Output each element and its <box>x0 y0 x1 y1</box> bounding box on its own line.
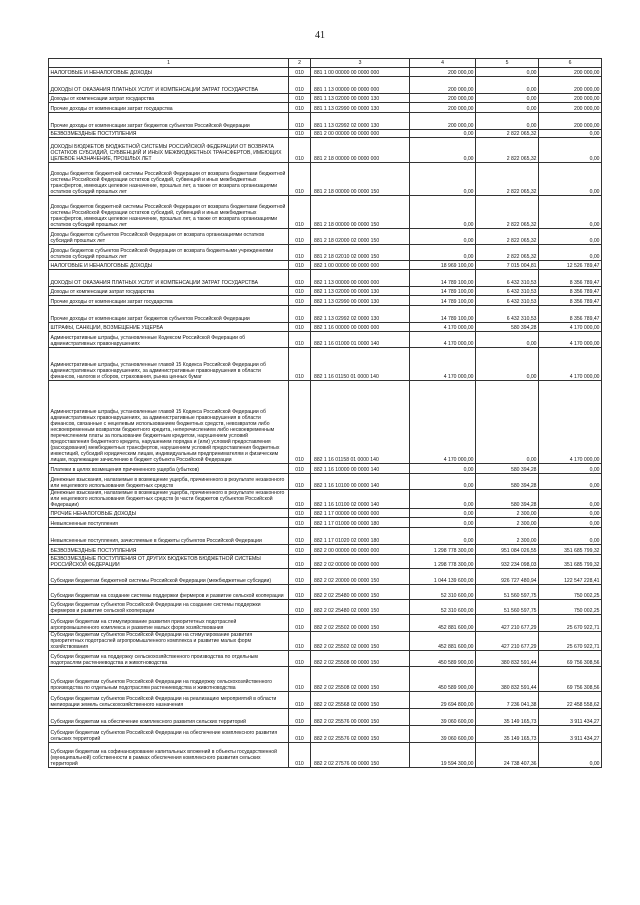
cell-c6: 200 000,00 <box>539 94 602 103</box>
cell-c4: 450 589 900,00 <box>410 667 476 692</box>
cell-c4: 4 170 000,00 <box>410 381 476 464</box>
table-row <box>49 464 602 474</box>
table-row <box>49 709 602 726</box>
cell-kbk: 882 1 13 02992 02 0000 130 <box>311 306 410 323</box>
cell-kbk: 882 2 02 25568 02 0000 150 <box>311 692 410 709</box>
cell-code: 010 <box>289 261 311 270</box>
cell-kbk: 881 1 13 00000 00 0000 000 <box>311 77 410 94</box>
cell-name: Субсидии бюджетам субъектов Российской Федерации на обеспечение комплексного развития сельских территорий <box>49 726 289 743</box>
cell-c5: 2 822 065,32 <box>476 196 539 229</box>
table-row <box>49 229 602 245</box>
cell-code: 010 <box>289 332 311 348</box>
cell-kbk: 882 2 02 25576 02 0000 150 <box>311 726 410 743</box>
cell-c4: 0,00 <box>410 518 476 528</box>
cell-code: 010 <box>289 600 311 615</box>
cell-c5: 427 210 677,29 <box>476 615 539 632</box>
cell-c5: 24 738 407,36 <box>476 743 539 768</box>
cell-name: Административные штрафы, установленные главой 15 Кодекса Российской Федерации об административных правонарушениях, за административные правонарушения в области финансов, налогов и сборов, страхования, рынка ценных бумаг <box>49 348 289 381</box>
header-cell: 5 <box>476 59 539 68</box>
cell-kbk: 881 2 00 00000 00 0000 000 <box>311 130 410 138</box>
cell-kbk: 882 2 02 25508 00 0000 150 <box>311 651 410 667</box>
cell-c4: 0,00 <box>410 464 476 474</box>
cell-name: Денежные взыскания, налагаемые в возмещение ущерба, причиненного в результате незаконного или нецелевого использования бюджетных средств <box>49 474 289 490</box>
cell-c4: 4 170 000,00 <box>410 323 476 332</box>
cell-c6: 8 356 789,47 <box>539 270 602 287</box>
cell-c5: 580 394,28 <box>476 474 539 490</box>
cell-c4: 200 000,00 <box>410 68 476 77</box>
cell-code: 010 <box>289 726 311 743</box>
cell-c6: 8 356 789,47 <box>539 287 602 296</box>
cell-c5: 580 394,28 <box>476 323 539 332</box>
cell-c6: 200 000,00 <box>539 68 602 77</box>
table-row <box>49 518 602 528</box>
cell-code: 010 <box>289 490 311 509</box>
table-row <box>49 103 602 113</box>
table-row <box>49 261 602 270</box>
cell-code: 010 <box>289 518 311 528</box>
table-row <box>49 585 602 600</box>
cell-c4: 200 000,00 <box>410 103 476 113</box>
cell-c5: 951 084 026,55 <box>476 545 539 555</box>
cell-name: Административные штрафы, установленные Кодексом Российской Федерации об административных правонарушениях <box>49 332 289 348</box>
cell-code: 010 <box>289 381 311 464</box>
cell-name: Субсидии бюджетам субъектов Российской Федерации на поддержку сельскохозяйственного производства по отдельным подотраслям растениеводства и животноводства <box>49 667 289 692</box>
cell-name: Доходы бюджетов бюджетной системы Российской Федерации от возврата бюджетами бюджетной системы Российской Федерации остатков субсидий, субвенций и иных межбюджетных трансфертов, имеющих целевое назначение, прошлых лет, а также от возврата организациями остатков субсидий прошлых лет <box>49 163 289 196</box>
cell-c4: 0,00 <box>410 196 476 229</box>
table-row <box>49 323 602 332</box>
cell-name: Субсидии бюджетам на поддержку сельскохозяйственного производства по отдельным подотраслям растениеводства и животноводства <box>49 651 289 667</box>
cell-c4: 0,00 <box>410 229 476 245</box>
cell-c4: 0,00 <box>410 490 476 509</box>
cell-c6: 351 685 799,32 <box>539 555 602 569</box>
cell-c6: 4 170 000,00 <box>539 381 602 464</box>
cell-name: Субсидии бюджетам на создание системы поддержки фермеров и развитие сельской кооперации <box>49 585 289 600</box>
cell-code: 010 <box>289 138 311 163</box>
cell-name: БЕЗВОЗМЕЗДНЫЕ ПОСТУПЛЕНИЯ <box>49 545 289 555</box>
cell-name: НАЛОГОВЫЕ И НЕНАЛОГОВЫЕ ДОХОДЫ <box>49 68 289 77</box>
cell-c4: 200 000,00 <box>410 113 476 130</box>
cell-c6: 200 000,00 <box>539 113 602 130</box>
table-row <box>49 306 602 323</box>
table-row <box>49 667 602 692</box>
cell-c5: 0,00 <box>476 94 539 103</box>
cell-kbk: 882 1 16 10100 00 0000 140 <box>311 474 410 490</box>
cell-c4: 1 298 778 300,00 <box>410 555 476 569</box>
table-row <box>49 113 602 130</box>
cell-c6: 0,00 <box>539 196 602 229</box>
cell-c4: 0,00 <box>410 130 476 138</box>
cell-c5: 0,00 <box>476 332 539 348</box>
cell-c4: 200 000,00 <box>410 77 476 94</box>
cell-c6: 25 670 922,71 <box>539 615 602 632</box>
table-row <box>49 528 602 545</box>
header-cell: 4 <box>410 59 476 68</box>
cell-kbk: 882 1 13 02000 00 0000 130 <box>311 287 410 296</box>
table-row <box>49 632 602 651</box>
table-row <box>49 743 602 768</box>
cell-name: Прочие доходы от компенсации затрат государства <box>49 103 289 113</box>
table-row <box>49 726 602 743</box>
cell-c5: 2 300,00 <box>476 528 539 545</box>
header-cell: 1 <box>49 59 289 68</box>
cell-c6: 750 002,25 <box>539 600 602 615</box>
table-row <box>49 94 602 103</box>
cell-c4: 0,00 <box>410 528 476 545</box>
cell-code: 010 <box>289 94 311 103</box>
cell-kbk: 882 2 02 25576 00 0000 150 <box>311 709 410 726</box>
table-row <box>49 474 602 490</box>
cell-c4: 200 000,00 <box>410 94 476 103</box>
table-row <box>49 245 602 261</box>
cell-c4: 14 789 100,00 <box>410 296 476 306</box>
cell-code: 010 <box>289 709 311 726</box>
cell-c6: 122 547 228,41 <box>539 569 602 585</box>
cell-c6: 0,00 <box>539 163 602 196</box>
cell-c4: 0,00 <box>410 163 476 196</box>
table-row <box>49 509 602 518</box>
cell-code: 010 <box>289 113 311 130</box>
cell-code: 010 <box>289 77 311 94</box>
cell-code: 010 <box>289 296 311 306</box>
cell-c6: 200 000,00 <box>539 77 602 94</box>
cell-name: Доходы бюджетов субъектов Российской Федерации от возврата организациями остатков субсидий прошлых лет <box>49 229 289 245</box>
cell-c6: 0,00 <box>539 528 602 545</box>
cell-c6: 750 002,25 <box>539 585 602 600</box>
cell-c6: 0,00 <box>539 464 602 474</box>
cell-name: Платежи в целях возмещения причиненного ущерба (убытков) <box>49 464 289 474</box>
cell-code: 010 <box>289 245 311 261</box>
cell-code: 010 <box>289 743 311 768</box>
cell-code: 010 <box>289 545 311 555</box>
cell-c4: 29 694 800,00 <box>410 692 476 709</box>
cell-code: 010 <box>289 306 311 323</box>
cell-kbk: 882 1 13 02990 00 0000 130 <box>311 296 410 306</box>
cell-c5: 2 822 065,32 <box>476 163 539 196</box>
cell-kbk: 882 1 17 01020 02 0000 180 <box>311 528 410 545</box>
table-row <box>49 381 602 464</box>
cell-kbk: 881 2 18 00000 00 0000 000 <box>311 138 410 163</box>
cell-c4: 39 060 600,00 <box>410 726 476 743</box>
cell-c6: 0,00 <box>539 130 602 138</box>
cell-c6: 0,00 <box>539 474 602 490</box>
table-row <box>49 296 602 306</box>
cell-c4: 39 060 600,00 <box>410 709 476 726</box>
cell-name: Субсидии бюджетам на обеспечение комплексного развития сельских территорий <box>49 709 289 726</box>
cell-c6: 4 170 000,00 <box>539 332 602 348</box>
cell-code: 010 <box>289 632 311 651</box>
cell-c4: 14 789 100,00 <box>410 306 476 323</box>
cell-name: ДОХОДЫ БЮДЖЕТОВ БЮДЖЕТНОЙ СИСТЕМЫ РОССИЙСКОЙ ФЕДЕРАЦИИ ОТ ВОЗВРАТА ОСТАТКОВ СУБСИДИЙ, СУБВЕНЦИЙ И ИНЫХ МЕЖБЮДЖЕТНЫХ ТРАНСФЕРТОВ, ИМЕЮЩИХ ЦЕЛЕВОЕ НАЗНАЧЕНИЕ, ПРОШЛЫХ ЛЕТ <box>49 138 289 163</box>
cell-kbk: 881 2 18 02000 02 0000 150 <box>311 229 410 245</box>
cell-c4: 4 170 000,00 <box>410 332 476 348</box>
cell-c5: 35 149 165,73 <box>476 726 539 743</box>
table-row <box>49 615 602 632</box>
cell-name: ШТРАФЫ, САНКЦИИ, ВОЗМЕЩЕНИЕ УЩЕРБА <box>49 323 289 332</box>
table-row <box>49 555 602 569</box>
table-row <box>49 348 602 381</box>
cell-c6: 4 170 000,00 <box>539 323 602 332</box>
cell-c6: 200 000,00 <box>539 103 602 113</box>
table-row <box>49 138 602 163</box>
table-row <box>49 270 602 287</box>
cell-c6: 4 170 000,00 <box>539 348 602 381</box>
cell-name: Субсидии бюджетам субъектов Российской Федерации на стимулирование развития приоритетных подотраслей агропромышленного комплекса и развитие малых форм хозяйствования <box>49 632 289 651</box>
cell-name: Субсидии бюджетам на софинансирование капитальных вложений в объекты государственной (муниципальной) собственности в рамках обеспечения комплексного развития сельских территорий <box>49 743 289 768</box>
cell-c6: 3 911 434,27 <box>539 709 602 726</box>
cell-kbk: 881 1 13 02990 00 0000 130 <box>311 103 410 113</box>
cell-name: НАЛОГОВЫЕ И НЕНАЛОГОВЫЕ ДОХОДЫ <box>49 261 289 270</box>
cell-c5: 7 236 041,38 <box>476 692 539 709</box>
cell-code: 010 <box>289 323 311 332</box>
cell-c6: 69 756 308,56 <box>539 651 602 667</box>
cell-kbk: 882 1 16 00000 00 0000 000 <box>311 323 410 332</box>
cell-name: Доходы бюджетов бюджетной системы Российской Федерации от возврата бюджетами бюджетной системы Российской Федерации остатков субсидий, субвенций и иных межбюджетных трансфертов, имеющих целевое назначение, прошлых лет, а также от возврата организациями остатков субсидий прошлых лет <box>49 196 289 229</box>
cell-name: Прочие доходы от компенсации затрат государства <box>49 296 289 306</box>
table-row <box>49 68 602 77</box>
cell-name: Прочие доходы от компенсации затрат бюджетов субъектов Российской Федерации <box>49 113 289 130</box>
revenue-table <box>48 58 602 768</box>
cell-code: 010 <box>289 569 311 585</box>
table-row <box>49 163 602 196</box>
cell-name: Денежные взыскания, налагаемые в возмещение ущерба, причиненного в результате незаконного или нецелевого использования бюджетных средств (в части бюджетов субъектов Российской Федерации) <box>49 490 289 509</box>
cell-name: БЕЗВОЗМЕЗДНЫЕ ПОСТУПЛЕНИЯ <box>49 130 289 138</box>
cell-c5: 6 432 310,53 <box>476 270 539 287</box>
cell-code: 010 <box>289 667 311 692</box>
cell-c6: 351 685 799,32 <box>539 545 602 555</box>
cell-kbk: 882 2 02 27576 00 0000 150 <box>311 743 410 768</box>
cell-c5: 51 560 597,75 <box>476 600 539 615</box>
cell-kbk: 881 1 00 00000 00 0000 000 <box>311 68 410 77</box>
cell-code: 010 <box>289 103 311 113</box>
cell-c6: 0,00 <box>539 490 602 509</box>
cell-c6: 0,00 <box>539 743 602 768</box>
cell-kbk: 882 2 02 20000 00 0000 150 <box>311 569 410 585</box>
cell-c6: 0,00 <box>539 245 602 261</box>
cell-c5: 6 432 310,53 <box>476 296 539 306</box>
cell-kbk: 882 1 16 01150 01 0000 140 <box>311 348 410 381</box>
table-row <box>49 77 602 94</box>
cell-name: Невыясненные поступления <box>49 518 289 528</box>
cell-code: 010 <box>289 509 311 518</box>
cell-code: 010 <box>289 130 311 138</box>
cell-c6: 0,00 <box>539 509 602 518</box>
cell-c6: 69 756 308,56 <box>539 667 602 692</box>
cell-c5: 0,00 <box>476 113 539 130</box>
cell-code: 010 <box>289 651 311 667</box>
cell-c5: 580 394,28 <box>476 490 539 509</box>
cell-name: Доходы бюджетов субъектов Российской Федерации от возврата бюджетными учреждениями остатков субсидий прошлых лет <box>49 245 289 261</box>
cell-c5: 0,00 <box>476 68 539 77</box>
cell-code: 010 <box>289 287 311 296</box>
cell-kbk: 882 2 02 25502 00 0000 150 <box>311 615 410 632</box>
cell-code: 010 <box>289 555 311 569</box>
table-row <box>49 196 602 229</box>
cell-kbk: 882 1 13 00000 00 0000 000 <box>311 270 410 287</box>
table-row <box>49 332 602 348</box>
cell-code: 010 <box>289 68 311 77</box>
cell-kbk: 881 2 18 02010 02 0000 150 <box>311 245 410 261</box>
cell-c5: 6 432 310,53 <box>476 287 539 296</box>
cell-code: 010 <box>289 692 311 709</box>
cell-code: 010 <box>289 348 311 381</box>
cell-c5: 0,00 <box>476 348 539 381</box>
cell-name: Невыясненные поступления, зачисляемые в бюджеты субъектов Российской Федерации <box>49 528 289 545</box>
table-row <box>49 287 602 296</box>
cell-c6: 25 670 922,71 <box>539 632 602 651</box>
cell-c6: 22 458 558,62 <box>539 692 602 709</box>
cell-kbk: 882 2 02 25508 02 0000 150 <box>311 667 410 692</box>
cell-c5: 35 149 165,73 <box>476 709 539 726</box>
cell-name: ДОХОДЫ ОТ ОКАЗАНИЯ ПЛАТНЫХ УСЛУГ И КОМПЕНСАЦИИ ЗАТРАТ ГОСУДАРСТВА <box>49 270 289 287</box>
cell-c4: 0,00 <box>410 245 476 261</box>
cell-c5: 0,00 <box>476 381 539 464</box>
cell-c5: 580 394,28 <box>476 464 539 474</box>
cell-c4: 14 789 100,00 <box>410 287 476 296</box>
cell-c6: 0,00 <box>539 229 602 245</box>
cell-name: Субсидии бюджетам субъектов Российской Федерации на реализацию мероприятий в области мелиорации земель сельскохозяйственного назначения <box>49 692 289 709</box>
cell-c4: 19 594 300,00 <box>410 743 476 768</box>
header-cell: 3 <box>311 59 410 68</box>
table-row <box>49 130 602 138</box>
cell-c5: 51 560 597,75 <box>476 585 539 600</box>
cell-c5: 380 832 591,44 <box>476 667 539 692</box>
cell-c5: 2 822 065,32 <box>476 229 539 245</box>
cell-c5: 2 300,00 <box>476 518 539 528</box>
cell-kbk: 882 1 16 10000 00 0000 140 <box>311 464 410 474</box>
cell-name: Административные штрафы, установленные главой 15 Кодекса Российской Федерации об административных правонарушениях, за административные правонарушения в области финансов, связанные с нецелевым использованием бюджетных средств, невозвратом либо несвоевременным возвратом бюджетного кредита, неперечислением либо несвоевременным перечислением платы за пользование бюджетным кредитом, нарушением условий предоставления бюджетного кредита, нарушением порядка и (или) условий предоставления (расходования) межбюджетных трансфертов, нарушением условий предоставления бюджетных инвестиций, субсидий юридическим лицам, индивидуальным предпринимателям и физическим лицам, подлежащие зачислению в бюджет субъекта Российской Федерации <box>49 381 289 464</box>
header-cell: 6 <box>539 59 602 68</box>
cell-c5: 380 832 591,44 <box>476 651 539 667</box>
cell-code: 010 <box>289 464 311 474</box>
cell-kbk: 882 1 16 01158 01 0000 140 <box>311 381 410 464</box>
cell-code: 010 <box>289 270 311 287</box>
cell-kbk: 881 2 18 00000 00 0000 150 <box>311 196 410 229</box>
cell-name: Доходы от компенсации затрат государства <box>49 287 289 296</box>
table-row <box>49 545 602 555</box>
cell-c5: 2 822 065,32 <box>476 130 539 138</box>
cell-kbk: 882 2 02 25480 02 0000 150 <box>311 600 410 615</box>
cell-kbk: 882 1 00 00000 00 0000 000 <box>311 261 410 270</box>
cell-c5: 7 015 004,81 <box>476 261 539 270</box>
cell-c5: 6 432 310,53 <box>476 306 539 323</box>
cell-code: 010 <box>289 163 311 196</box>
cell-name: Прочие доходы от компенсации затрат бюджетов субъектов Российской Федерации <box>49 306 289 323</box>
cell-c6: 8 356 789,47 <box>539 296 602 306</box>
cell-c4: 0,00 <box>410 509 476 518</box>
cell-c4: 0,00 <box>410 138 476 163</box>
cell-code: 010 <box>289 474 311 490</box>
cell-c4: 52 310 600,00 <box>410 600 476 615</box>
cell-kbk: 881 1 13 02992 02 0000 130 <box>311 113 410 130</box>
cell-c5: 2 822 065,32 <box>476 138 539 163</box>
cell-kbk: 882 2 00 00000 00 0000 000 <box>311 545 410 555</box>
cell-kbk: 882 2 02 25502 02 0000 150 <box>311 632 410 651</box>
cell-kbk: 882 1 17 00000 00 0000 000 <box>311 509 410 518</box>
cell-c6: 8 356 789,47 <box>539 306 602 323</box>
table-row <box>49 651 602 667</box>
cell-c5: 926 727 480,94 <box>476 569 539 585</box>
cell-c4: 450 589 900,00 <box>410 651 476 667</box>
cell-kbk: 882 2 02 00000 00 0000 000 <box>311 555 410 569</box>
cell-c6: 0,00 <box>539 518 602 528</box>
cell-name: Субсидии бюджетам субъектов Российской Федерации на создание системы поддержки фермеров и развитие сельской кооперации <box>49 600 289 615</box>
cell-c4: 0,00 <box>410 474 476 490</box>
cell-name: Доходы от компенсации затрат государства <box>49 94 289 103</box>
cell-code: 010 <box>289 229 311 245</box>
cell-kbk: 882 1 17 01000 00 0000 180 <box>311 518 410 528</box>
table-row <box>49 600 602 615</box>
cell-name: Субсидии бюджетам на стимулирование развития приоритетных подотраслей агропромышленного комплекса и развитие малых форм хозяйствования <box>49 615 289 632</box>
table-row <box>49 490 602 509</box>
cell-c4: 452 881 600,00 <box>410 632 476 651</box>
cell-name: Субсидии бюджетам бюджетной системы Российской Федерации (межбюджетные субсидии) <box>49 569 289 585</box>
cell-name: ПРОЧИЕ НЕНАЛОГОВЫЕ ДОХОДЫ <box>49 509 289 518</box>
cell-c4: 452 881 600,00 <box>410 615 476 632</box>
cell-code: 010 <box>289 585 311 600</box>
cell-c4: 4 170 000,00 <box>410 348 476 381</box>
cell-c5: 427 210 677,29 <box>476 632 539 651</box>
table-row <box>49 569 602 585</box>
cell-code: 010 <box>289 196 311 229</box>
header-cell: 2 <box>289 59 311 68</box>
cell-name: БЕЗВОЗМЕЗДНЫЕ ПОСТУПЛЕНИЯ ОТ ДРУГИХ БЮДЖЕТОВ БЮДЖЕТНОЙ СИСТЕМЫ РОССИЙСКОЙ ФЕДЕРАЦИИ <box>49 555 289 569</box>
cell-name: ДОХОДЫ ОТ ОКАЗАНИЯ ПЛАТНЫХ УСЛУГ И КОМПЕНСАЦИИ ЗАТРАТ ГОСУДАРСТВА <box>49 77 289 94</box>
cell-c6: 3 911 434,27 <box>539 726 602 743</box>
cell-c4: 18 969 100,00 <box>410 261 476 270</box>
cell-c5: 2 822 065,32 <box>476 245 539 261</box>
cell-kbk: 882 1 16 01000 01 0000 140 <box>311 332 410 348</box>
cell-c5: 932 234 098,03 <box>476 555 539 569</box>
cell-code: 010 <box>289 615 311 632</box>
table-header-row <box>49 59 602 68</box>
cell-kbk: 882 2 02 25480 00 0000 150 <box>311 585 410 600</box>
cell-c4: 1 044 139 600,00 <box>410 569 476 585</box>
cell-c4: 1 298 778 300,00 <box>410 545 476 555</box>
cell-c5: 0,00 <box>476 77 539 94</box>
cell-c4: 14 789 100,00 <box>410 270 476 287</box>
page-number: 41 <box>315 30 325 41</box>
cell-code: 010 <box>289 528 311 545</box>
cell-kbk: 882 1 16 10100 02 0000 140 <box>311 490 410 509</box>
cell-c4: 52 310 600,00 <box>410 585 476 600</box>
cell-c5: 0,00 <box>476 103 539 113</box>
cell-c6: 12 526 789,47 <box>539 261 602 270</box>
cell-c6: 0,00 <box>539 138 602 163</box>
table-row <box>49 692 602 709</box>
cell-kbk: 881 2 18 00000 00 0000 150 <box>311 163 410 196</box>
cell-kbk: 881 1 13 02000 00 0000 130 <box>311 94 410 103</box>
cell-c5: 2 300,00 <box>476 509 539 518</box>
